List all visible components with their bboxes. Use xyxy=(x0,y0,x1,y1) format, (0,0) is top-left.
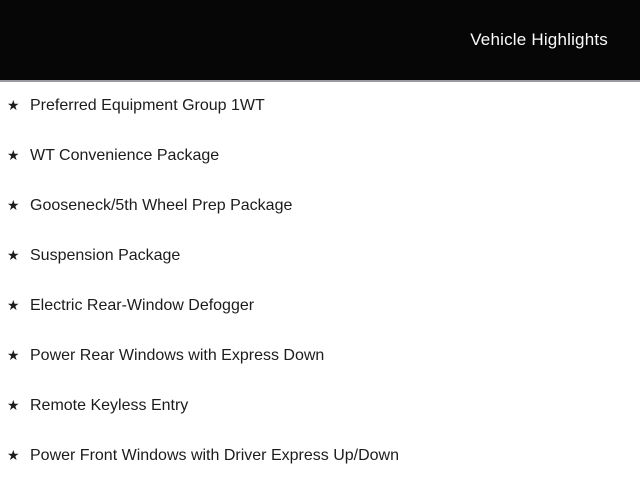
list-item xyxy=(7,297,630,314)
header-bar xyxy=(0,0,640,82)
list-item xyxy=(7,447,630,464)
list-item xyxy=(7,397,630,414)
feature-label: Gooseneck/5th Wheel Prep Package xyxy=(30,197,293,214)
list-item xyxy=(7,247,630,264)
feature-list xyxy=(0,82,640,464)
star-bullet-icon: ★ xyxy=(7,247,20,263)
feature-label: WT Convenience Package xyxy=(30,147,220,164)
feature-label: Suspension Package xyxy=(30,247,181,264)
star-bullet-icon: ★ xyxy=(7,147,20,163)
star-bullet-icon: ★ xyxy=(7,397,20,413)
feature-label: Electric Rear-Window Defogger xyxy=(30,297,255,314)
feature-label: Preferred Equipment Group 1WT xyxy=(30,97,265,114)
star-bullet-icon: ★ xyxy=(7,447,20,463)
list-item xyxy=(7,347,630,364)
feature-label: Power Rear Windows with Express Down xyxy=(30,347,325,364)
list-item xyxy=(7,197,630,214)
list-item xyxy=(7,147,630,164)
star-bullet-icon: ★ xyxy=(7,297,20,313)
star-bullet-icon: ★ xyxy=(7,347,20,363)
feature-label: Remote Keyless Entry xyxy=(30,397,189,414)
list-item xyxy=(7,97,630,114)
star-bullet-icon: ★ xyxy=(7,197,20,213)
feature-label: Power Front Windows with Driver Express Up/Down xyxy=(30,447,399,464)
star-bullet-icon: ★ xyxy=(7,97,20,113)
page-title: Vehicle Highlights xyxy=(470,30,608,49)
